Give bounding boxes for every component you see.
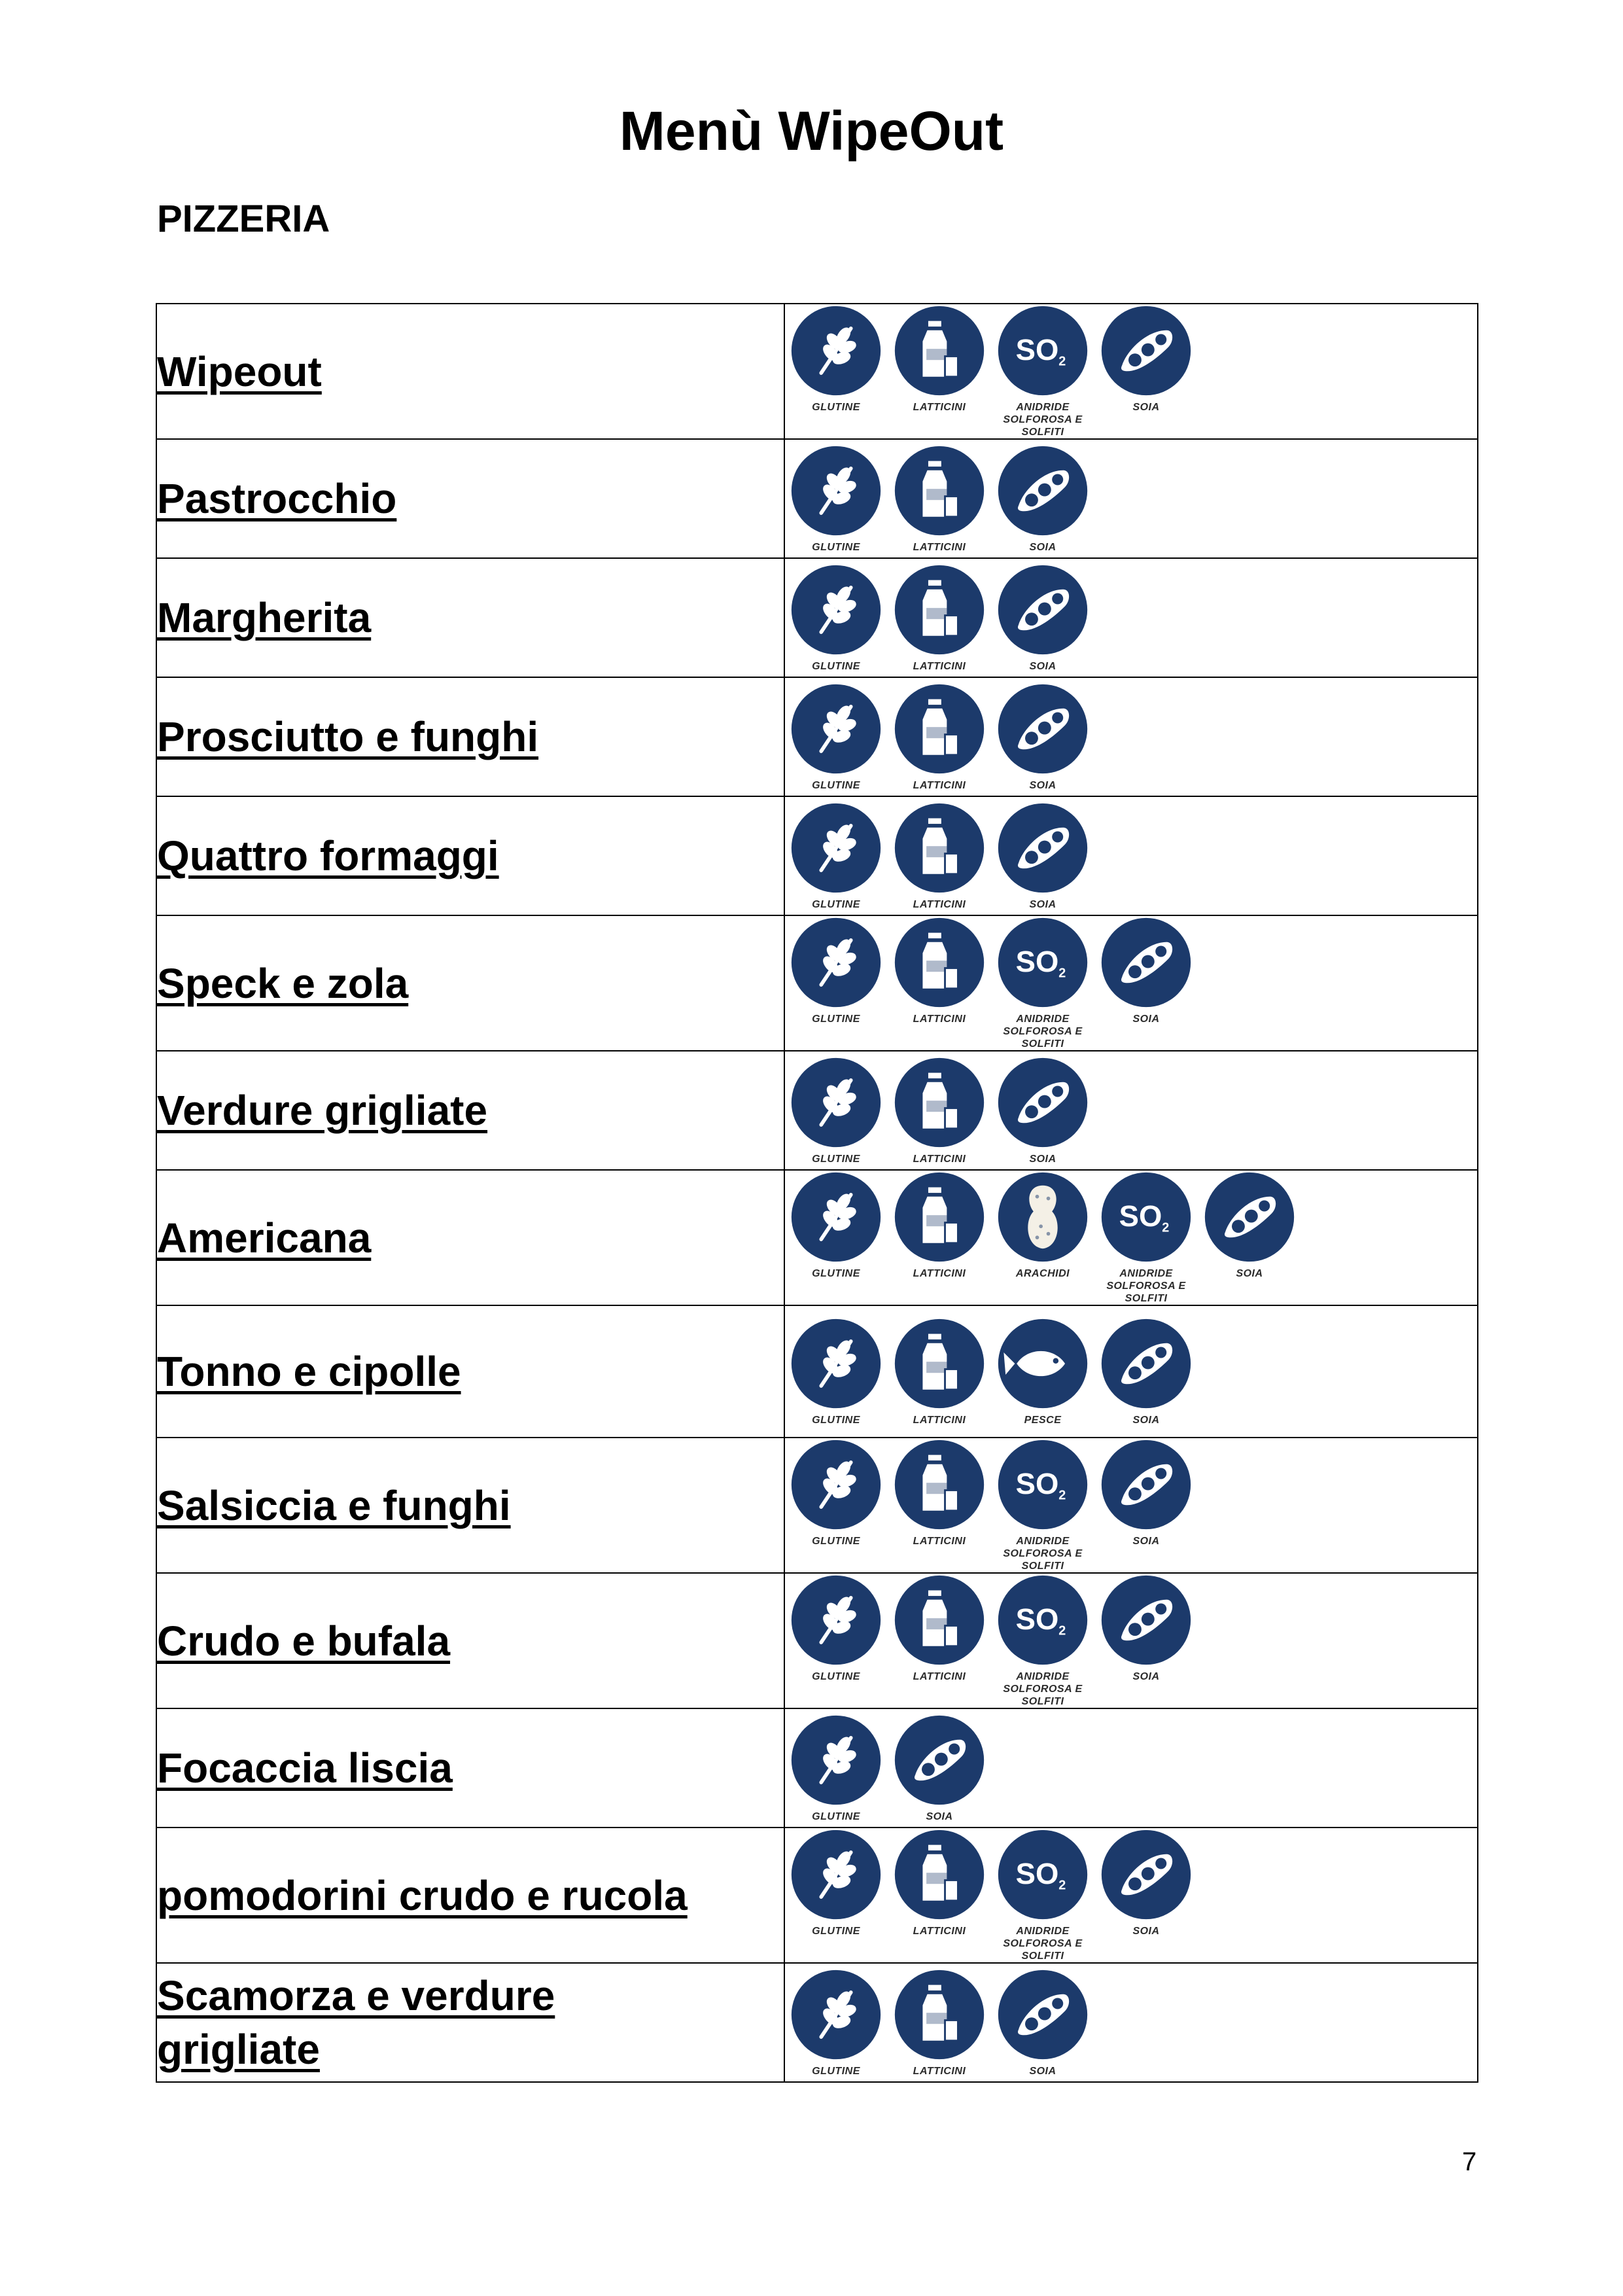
- dish-name: Pastrocchio: [157, 475, 397, 522]
- allergen-glutine: [785, 1438, 887, 1547]
- section-heading: PIZZERIA: [157, 198, 330, 240]
- fish-icon: [996, 1317, 1089, 1410]
- allergen-icon-row: [785, 802, 1477, 911]
- svg-text:2: 2: [1058, 1488, 1066, 1503]
- soy-bean-icon: [996, 1968, 1089, 2061]
- milk-bottle-icon: [893, 1574, 986, 1667]
- soy-bean-icon: [996, 563, 1089, 656]
- allergen-label: LATTICINI: [913, 898, 966, 910]
- wheat-icon: [790, 444, 882, 537]
- allergen-so2: [992, 1574, 1094, 1708]
- milk-bottle-icon: [893, 1056, 986, 1149]
- allergen-table: [156, 303, 1478, 2083]
- soy-bean-icon: [1100, 1317, 1193, 1410]
- allergen-glutine: [785, 563, 887, 673]
- allergen-soia: [1095, 1828, 1197, 1937]
- dish-name: Crudo e bufala: [157, 1617, 451, 1665]
- allergen-glutine: [785, 1317, 887, 1426]
- dish-name-cell: [156, 677, 784, 796]
- dish-name-cell: [156, 439, 784, 558]
- dish-name: Focaccia liscia: [157, 1744, 453, 1792]
- svg-text:SO: SO: [1015, 1467, 1059, 1501]
- so2-icon: [996, 916, 1089, 1009]
- allergen-latticini: [888, 1171, 990, 1280]
- milk-bottle-icon: [893, 304, 986, 397]
- allergen-label: GLUTINE: [812, 1671, 860, 1682]
- allergen-soia: [992, 563, 1094, 673]
- allergen-label: GLUTINE: [812, 1014, 860, 1025]
- allergen-icon-row: [785, 1574, 1477, 1708]
- allergen-glutine: [785, 1056, 887, 1165]
- allergen-pesce: [992, 1317, 1094, 1426]
- svg-text:2: 2: [1058, 1623, 1066, 1638]
- dish-name-cell: [156, 558, 784, 677]
- table-row: [156, 1438, 1478, 1573]
- dish-name: Speck e zola: [157, 959, 409, 1007]
- allergen-label: SOIA: [1029, 541, 1056, 553]
- allergen-glutine: [785, 1171, 887, 1280]
- wheat-icon: [790, 1438, 882, 1531]
- svg-text:2: 2: [1058, 354, 1066, 369]
- allergen-icons-cell: [784, 439, 1478, 558]
- allergen-icons-cell: [784, 1963, 1478, 2082]
- dish-name: pomodorini crudo e rucola: [157, 1871, 688, 1919]
- table-row: [156, 915, 1478, 1051]
- svg-text:2: 2: [1058, 1878, 1066, 1893]
- allergen-glutine: [785, 802, 887, 911]
- allergen-label: ANIDRIDE SOLFOROSA E SOLFITI: [1003, 1014, 1083, 1050]
- allergen-label: LATTICINI: [913, 1153, 966, 1165]
- allergen-icons-cell: [784, 1438, 1478, 1573]
- allergen-label: GLUTINE: [812, 660, 860, 672]
- wheat-icon: [790, 304, 882, 397]
- allergen-icon-row: [785, 916, 1477, 1050]
- allergen-label: LATTICINI: [913, 1268, 966, 1279]
- dish-name-cell: [156, 1438, 784, 1573]
- wheat-icon: [790, 1056, 882, 1149]
- svg-text:SO: SO: [1015, 945, 1059, 979]
- table-row: [156, 1305, 1478, 1438]
- dish-name: Quattro formaggi: [157, 832, 499, 879]
- dish-name: Salsiccia e funghi: [157, 1481, 511, 1529]
- soy-bean-icon: [996, 802, 1089, 894]
- so2-icon: [996, 1438, 1089, 1531]
- allergen-soia: [1095, 1574, 1197, 1683]
- table-row: [156, 1573, 1478, 1708]
- allergen-glutine: [785, 444, 887, 554]
- allergen-label: GLUTINE: [812, 1414, 860, 1426]
- allergen-icon-row: [785, 682, 1477, 792]
- allergen-label: GLUTINE: [812, 1926, 860, 1937]
- allergen-label: ANIDRIDE SOLFOROSA E SOLFITI: [1003, 402, 1083, 438]
- allergen-soia: [992, 1056, 1094, 1165]
- table-row: [156, 304, 1478, 439]
- wheat-icon: [790, 1317, 882, 1410]
- milk-bottle-icon: [893, 1171, 986, 1263]
- allergen-label: GLUTINE: [812, 2065, 860, 2077]
- allergen-label: LATTICINI: [913, 1014, 966, 1025]
- dish-name: Tonno e cipolle: [157, 1348, 461, 1395]
- svg-text:SO: SO: [1015, 333, 1059, 367]
- allergen-so2: [992, 916, 1094, 1050]
- allergen-icons-cell: [784, 915, 1478, 1051]
- allergen-label: SOIA: [1029, 660, 1056, 672]
- dish-name-cell: [156, 1963, 784, 2082]
- allergen-so2: [1095, 1171, 1197, 1305]
- so2-icon: [996, 1574, 1089, 1667]
- allergen-label: PESCE: [1024, 1414, 1062, 1426]
- allergen-label: SOIA: [1132, 402, 1160, 413]
- allergen-label: LATTICINI: [913, 779, 966, 791]
- allergen-icon-row: [785, 1438, 1477, 1572]
- allergen-latticini: [888, 304, 990, 414]
- table-row: [156, 558, 1478, 677]
- dish-name-cell: [156, 1170, 784, 1305]
- milk-bottle-icon: [893, 563, 986, 656]
- allergen-glutine: [785, 1574, 887, 1683]
- allergen-latticini: [888, 916, 990, 1025]
- wheat-icon: [790, 1968, 882, 2061]
- allergen-latticini: [888, 802, 990, 911]
- allergen-label: ANIDRIDE SOLFOROSA E SOLFITI: [1003, 1671, 1083, 1707]
- allergen-icons-cell: [784, 304, 1478, 439]
- soy-bean-icon: [893, 1714, 986, 1807]
- allergen-label: LATTICINI: [913, 1926, 966, 1937]
- allergen-latticini: [888, 682, 990, 792]
- allergen-icons-cell: [784, 558, 1478, 677]
- allergen-soia: [1095, 1438, 1197, 1547]
- allergen-latticini: [888, 1574, 990, 1683]
- allergen-glutine: [785, 304, 887, 414]
- milk-bottle-icon: [893, 1828, 986, 1921]
- allergen-label: ANIDRIDE SOLFOROSA E SOLFITI: [1003, 1926, 1083, 1962]
- milk-bottle-icon: [893, 682, 986, 775]
- so2-icon: [996, 304, 1089, 397]
- allergen-label: SOIA: [1029, 898, 1056, 910]
- allergen-icon-row: [785, 1968, 1477, 2077]
- soy-bean-icon: [1203, 1171, 1296, 1263]
- page-number: 7: [1462, 2147, 1477, 2176]
- allergen-latticini: [888, 1317, 990, 1426]
- allergen-latticini: [888, 1056, 990, 1165]
- soy-bean-icon: [1100, 1828, 1193, 1921]
- table-row: [156, 796, 1478, 915]
- dish-name-cell: [156, 1708, 784, 1828]
- allergen-glutine: [785, 1714, 887, 1823]
- soy-bean-icon: [996, 1056, 1089, 1149]
- allergen-glutine: [785, 1828, 887, 1937]
- allergen-label: GLUTINE: [812, 1268, 860, 1279]
- allergen-so2: [992, 1438, 1094, 1572]
- allergen-label: SOIA: [1029, 779, 1056, 791]
- dish-name: Scamorza e verdure grigliate: [157, 1972, 555, 2073]
- page-title: Menù WipeOut: [619, 100, 1004, 162]
- allergen-icon-row: [785, 444, 1477, 554]
- soy-bean-icon: [1100, 916, 1193, 1009]
- dish-name-cell: [156, 915, 784, 1051]
- wheat-icon: [790, 1171, 882, 1263]
- allergen-label: ANIDRIDE SOLFOROSA E SOLFITI: [1106, 1268, 1186, 1304]
- allergen-label: SOIA: [1132, 1536, 1160, 1547]
- dish-name: Verdure grigliate: [157, 1087, 488, 1134]
- allergen-soia: [992, 444, 1094, 554]
- allergen-icons-cell: [784, 1708, 1478, 1828]
- allergen-icons-cell: [784, 1573, 1478, 1708]
- allergen-soia: [992, 802, 1094, 911]
- allergen-glutine: [785, 916, 887, 1025]
- svg-text:2: 2: [1058, 966, 1066, 981]
- soy-bean-icon: [1100, 1438, 1193, 1531]
- dish-name: Prosciutto e funghi: [157, 713, 539, 760]
- dish-name-cell: [156, 1305, 784, 1438]
- so2-icon: [1100, 1171, 1193, 1263]
- wheat-icon: [790, 1714, 882, 1807]
- table-row: [156, 1963, 1478, 2082]
- allergen-label: GLUTINE: [812, 779, 860, 791]
- allergen-soia: [888, 1714, 990, 1823]
- allergen-label: GLUTINE: [812, 898, 860, 910]
- allergen-icons-cell: [784, 1828, 1478, 1963]
- allergen-label: ARACHIDI: [1015, 1268, 1070, 1279]
- dish-name-cell: [156, 304, 784, 439]
- allergen-label: LATTICINI: [913, 402, 966, 413]
- allergen-latticini: [888, 1968, 990, 2077]
- allergen-so2: [992, 1828, 1094, 1962]
- allergen-soia: [992, 1968, 1094, 2077]
- soy-bean-icon: [1100, 304, 1193, 397]
- allergen-label: LATTICINI: [913, 1536, 966, 1547]
- table-row: [156, 677, 1478, 796]
- dish-name: Americana: [157, 1214, 372, 1262]
- soy-bean-icon: [996, 682, 1089, 775]
- allergen-icon-row: [785, 304, 1477, 438]
- allergen-label: GLUTINE: [812, 1153, 860, 1165]
- allergen-label: SOIA: [1132, 1671, 1160, 1682]
- soy-bean-icon: [996, 444, 1089, 537]
- dish-name-cell: [156, 1573, 784, 1708]
- allergen-icons-cell: [784, 1170, 1478, 1305]
- allergen-icons-cell: [784, 796, 1478, 915]
- table-row: [156, 1708, 1478, 1828]
- allergen-soia: [1198, 1171, 1300, 1280]
- so2-icon: [996, 1828, 1089, 1921]
- allergen-latticini: [888, 444, 990, 554]
- allergen-arachidi: [992, 1171, 1094, 1280]
- svg-text:SO: SO: [1015, 1602, 1059, 1636]
- dish-name-cell: [156, 1051, 784, 1170]
- table-row: [156, 439, 1478, 558]
- wheat-icon: [790, 1574, 882, 1667]
- milk-bottle-icon: [893, 916, 986, 1009]
- allergen-label: SOIA: [1132, 1414, 1160, 1426]
- wheat-icon: [790, 916, 882, 1009]
- allergen-label: LATTICINI: [913, 1414, 966, 1426]
- allergen-label: LATTICINI: [913, 541, 966, 553]
- table-row: [156, 1051, 1478, 1170]
- allergen-glutine: [785, 682, 887, 792]
- dish-name-cell: [156, 1828, 784, 1963]
- allergen-label: LATTICINI: [913, 1671, 966, 1682]
- wheat-icon: [790, 682, 882, 775]
- wheat-icon: [790, 563, 882, 656]
- soy-bean-icon: [1100, 1574, 1193, 1667]
- allergen-soia: [1095, 916, 1197, 1025]
- allergen-soia: [992, 682, 1094, 792]
- milk-bottle-icon: [893, 1317, 986, 1410]
- wheat-icon: [790, 1828, 882, 1921]
- allergen-label: GLUTINE: [812, 402, 860, 413]
- table-row: [156, 1828, 1478, 1963]
- allergen-icon-row: [785, 1171, 1477, 1305]
- milk-bottle-icon: [893, 444, 986, 537]
- allergen-so2: [992, 304, 1094, 438]
- allergen-label: SOIA: [1236, 1268, 1263, 1279]
- allergen-latticini: [888, 1438, 990, 1547]
- allergen-icon-row: [785, 563, 1477, 673]
- allergen-latticini: [888, 563, 990, 673]
- allergen-label: GLUTINE: [812, 541, 860, 553]
- allergen-label: ANIDRIDE SOLFOROSA E SOLFITI: [1003, 1536, 1083, 1572]
- svg-text:2: 2: [1162, 1220, 1170, 1235]
- allergen-label: SOIA: [1029, 1153, 1056, 1165]
- allergen-icon-row: [785, 1714, 1477, 1823]
- allergen-icon-row: [785, 1317, 1477, 1426]
- allergen-glutine: [785, 1968, 887, 2077]
- allergen-label: SOIA: [926, 1810, 953, 1822]
- svg-text:SO: SO: [1015, 1857, 1059, 1891]
- svg-text:SO: SO: [1119, 1199, 1162, 1233]
- allergen-label: SOIA: [1132, 1014, 1160, 1025]
- dish-name: Margherita: [157, 594, 372, 641]
- dish-name-cell: [156, 796, 784, 915]
- allergen-label: SOIA: [1132, 1926, 1160, 1937]
- allergen-latticini: [888, 1828, 990, 1937]
- allergen-icon-row: [785, 1828, 1477, 1962]
- milk-bottle-icon: [893, 802, 986, 894]
- allergen-soia: [1095, 304, 1197, 414]
- milk-bottle-icon: [893, 1438, 986, 1531]
- allergen-icon-row: [785, 1056, 1477, 1165]
- allergen-label: LATTICINI: [913, 2065, 966, 2077]
- wheat-icon: [790, 802, 882, 894]
- allergen-label: SOIA: [1029, 2065, 1056, 2077]
- allergen-label: LATTICINI: [913, 660, 966, 672]
- allergen-icons-cell: [784, 677, 1478, 796]
- allergen-label: GLUTINE: [812, 1810, 860, 1822]
- allergen-label: GLUTINE: [812, 1536, 860, 1547]
- allergen-soia: [1095, 1317, 1197, 1426]
- milk-bottle-icon: [893, 1968, 986, 2061]
- dish-name: Wipeout: [157, 347, 322, 395]
- allergen-icons-cell: [784, 1305, 1478, 1438]
- allergen-icons-cell: [784, 1051, 1478, 1170]
- table-row: [156, 1170, 1478, 1305]
- peanut-icon: [996, 1171, 1089, 1263]
